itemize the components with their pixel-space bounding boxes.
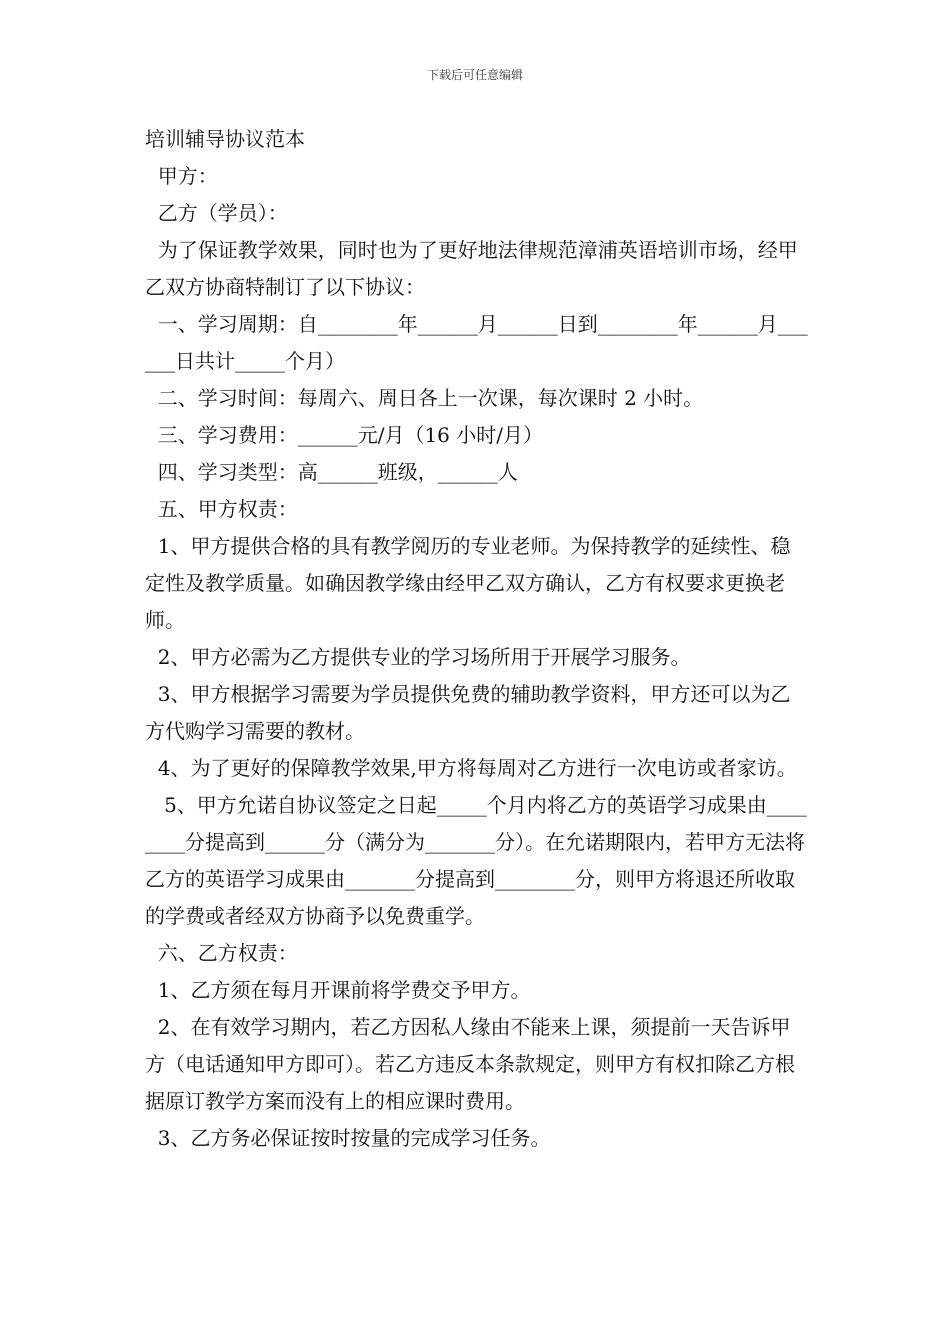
party-b-item-2: 2、在有效学习期内，若乙方因私人缘由不能来上课，须提前一天告诉甲方（电话通知甲方即可）。若乙方违反本条款规定，则甲方有权扣除乙方根据原订教学方案而没有上的相应课时费用。: [145, 1015, 795, 1113]
clause-study-time: 二、学习时间：每周六、周日各上一次课，每次课时 2 小时。: [145, 386, 704, 410]
document-body: [145, 121, 810, 1157]
clause-study-period: 一、学习周期：自________年______月______日到________年______月______日共计_____个月）: [145, 312, 808, 373]
party-a-item-4: 4、为了更好的保障教学效果,甲方将每周对乙方进行一次电访或者家访。: [145, 756, 797, 780]
clause-study-type: 四、学习类型：高______班级，______人: [145, 460, 518, 484]
party-a-item-2: 2、甲方必需为乙方提供专业的学习场所用于开展学习服务。: [145, 645, 691, 669]
document-title: 培训辅导协议范本: [145, 127, 305, 151]
party-a-item-5: 5、甲方允诺自协议签定之日起_____个月内将乙方的英语学习成果由________分提高到______分（满分为_______分）。在允诺期限内，若甲方无法将乙方的英语学习成果由_______分提高到________分，则甲方将退还所收取的学费或者经双方协商予以免费重学。: [145, 793, 807, 928]
party-a-item-3: 3、甲方根据学习需要为学员提供免费的辅助教学资料，甲方还可以为乙方代购学习需要的教材。: [145, 682, 791, 743]
clause-party-b-rights-heading: 六、乙方权责：: [145, 941, 298, 965]
party-a-item-1: 1、甲方提供合格的具有教学阅历的专业老师。为保持教学的延续性、稳定性及教学质量。如确因教学缘由经甲乙双方确认，乙方有权要求更换老师。: [145, 534, 791, 632]
clause-party-a-rights-heading: 五、甲方权责：: [145, 497, 298, 521]
intro-paragraph: 为了保证教学效果，同时也为了更好地法律规范漳浦英语培训市场，经甲乙双方协商特制订了以下协议：: [145, 238, 798, 299]
clause-study-fee: 三、学习费用：______元/月（16 小时/月）: [145, 423, 544, 447]
party-b-item-3: 3、乙方务必保证按时按量的完成学习任务。: [145, 1126, 551, 1150]
page-header: 下载后可任意编辑: [426, 68, 523, 82]
party-b-item-1: 1、乙方须在每月开课前将学费交予甲方。: [145, 978, 531, 1002]
party-b-line: 乙方（学员）：: [145, 201, 288, 225]
party-a-line: 甲方：: [145, 164, 218, 188]
